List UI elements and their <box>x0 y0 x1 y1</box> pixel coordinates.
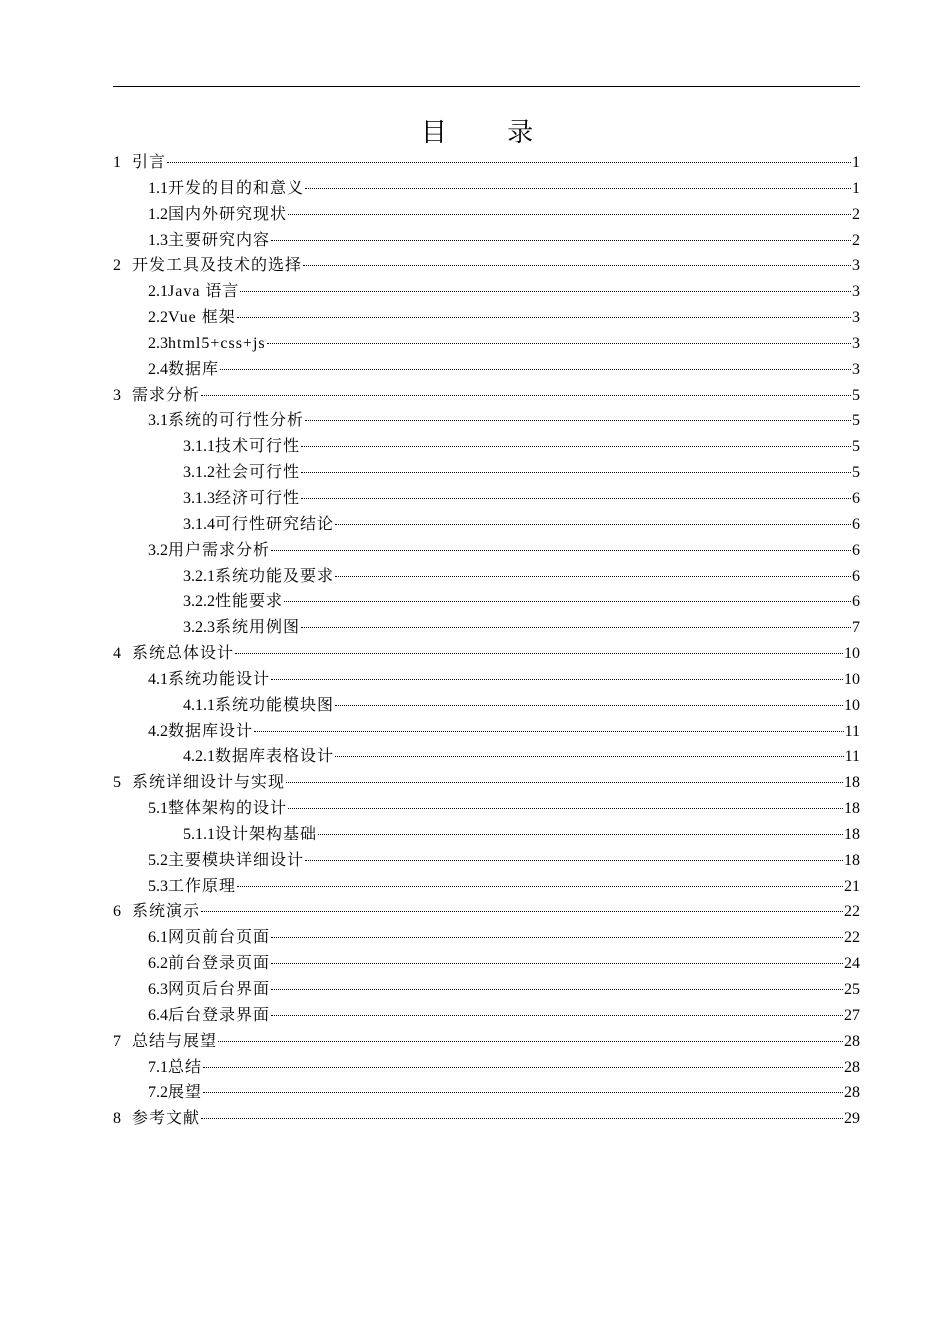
toc-entry-label: 系统的可行性分析 <box>168 412 305 430</box>
toc-entry-number: 3.1.1 <box>183 438 215 456</box>
toc-dot-leader <box>286 782 843 783</box>
toc-dot-leader <box>303 265 851 266</box>
toc-entry-label: 引言 <box>132 154 167 171</box>
toc-entry[interactable] <box>113 434 860 460</box>
toc-entry-label: 社会可行性 <box>215 464 301 482</box>
toc-entry-number: 4.2 <box>148 722 168 740</box>
toc-entry-number: 2.1 <box>148 283 168 301</box>
toc-entry[interactable] <box>113 1055 860 1081</box>
toc-entry[interactable] <box>113 744 860 770</box>
toc-entry[interactable] <box>113 770 860 796</box>
toc-entry-page-number: 1 <box>852 179 860 197</box>
toc-entry[interactable] <box>113 460 860 486</box>
toc-entry-number: 2.3 <box>148 334 168 352</box>
toc-entry[interactable] <box>113 512 860 538</box>
toc-entry-number: 3.1.2 <box>183 464 215 482</box>
toc-entry[interactable] <box>113 667 860 693</box>
toc-entry-number: 5.1.1 <box>183 825 215 843</box>
toc-entry-page-number: 5 <box>852 438 860 456</box>
toc-entry[interactable] <box>113 228 860 254</box>
toc-entry[interactable] <box>113 822 860 848</box>
toc-entry-label: 可行性研究结论 <box>215 515 335 533</box>
toc-entry-number: 7.1 <box>148 1058 168 1076</box>
toc-entry-page-number: 18 <box>844 800 860 818</box>
toc-entry-label: 国内外研究现状 <box>168 205 288 223</box>
toc-entry-page-number: 28 <box>844 1058 860 1076</box>
toc-entry[interactable] <box>113 796 860 822</box>
toc-dot-leader <box>271 679 843 680</box>
toc-title: 目 录 <box>420 118 560 148</box>
toc-entry[interactable] <box>113 176 860 202</box>
toc-entry-label: 主要模块详细设计 <box>168 851 305 869</box>
toc-entry-page-number: 10 <box>844 645 860 663</box>
toc-entry-number: 6.2 <box>148 955 168 973</box>
toc-entry-label: html5+css+js <box>168 334 266 352</box>
toc-dot-leader <box>271 963 843 964</box>
toc-dot-leader <box>201 911 843 912</box>
toc-entry-label: 网页后台界面 <box>168 981 271 998</box>
toc-dot-leader <box>335 705 843 706</box>
toc-entry-page-number: 22 <box>844 903 860 921</box>
toc-entry-label: Java 语言 <box>168 283 240 301</box>
toc-entry-label: 数据库表格设计 <box>215 748 335 766</box>
toc-entry-number: 6 <box>113 903 121 921</box>
header-rule <box>113 86 860 87</box>
toc-entry-label: 系统功能模块图 <box>215 696 335 714</box>
toc-entry-label: 技术可行性 <box>215 438 301 456</box>
toc-dot-leader <box>335 576 851 577</box>
toc-entry-label: 后台登录界面 <box>168 1006 271 1024</box>
toc-entry[interactable] <box>113 279 860 305</box>
toc-dot-leader <box>301 472 851 473</box>
toc-entry-number: 3.1.3 <box>183 489 215 507</box>
toc-entry[interactable] <box>113 848 860 874</box>
toc-dot-leader <box>288 808 843 809</box>
toc-entry-page-number: 6 <box>852 593 860 611</box>
toc-entry-label: 系统功能及要求 <box>215 567 335 585</box>
toc-entry[interactable] <box>113 589 860 615</box>
toc-entry[interactable] <box>113 615 860 641</box>
toc-entry-page-number: 2 <box>852 231 860 249</box>
toc-entry-page-number: 6 <box>852 515 860 533</box>
toc-entry-label: 网页前台页面 <box>168 929 271 947</box>
toc-entry-number: 3.2.2 <box>183 593 215 611</box>
toc-entry-page-number: 28 <box>844 1084 860 1102</box>
toc-entry-page-number: 27 <box>844 1006 860 1024</box>
toc-entry-label: 系统详细设计与实现 <box>132 774 286 792</box>
toc-entry-page-number: 3 <box>852 283 860 301</box>
toc-entry-label: 经济可行性 <box>215 489 301 507</box>
toc-entry[interactable] <box>113 408 860 434</box>
toc-entry-page-number: 18 <box>844 851 860 869</box>
toc-entry[interactable] <box>113 641 860 667</box>
toc-entry-label: 数据库设计 <box>168 722 254 740</box>
toc-dot-leader <box>218 1041 843 1042</box>
toc-entry-page-number: 3 <box>852 309 860 327</box>
toc-entry-number: 1.1 <box>148 179 168 197</box>
toc-entry-page-number: 22 <box>844 929 860 947</box>
toc-entry[interactable] <box>113 1080 860 1106</box>
toc-dot-leader <box>305 420 851 421</box>
toc-entry-number: 7 <box>113 1032 121 1050</box>
toc-entry-label: 设计架构基础 <box>215 825 318 843</box>
table-of-contents <box>113 150 860 1132</box>
toc-dot-leader <box>335 524 851 525</box>
toc-dot-leader <box>271 550 851 551</box>
toc-entry-page-number: 29 <box>844 1110 860 1128</box>
toc-entry-page-number: 11 <box>844 722 860 740</box>
toc-entry[interactable] <box>113 1106 860 1132</box>
toc-entry-page-number: 1 <box>852 154 860 171</box>
toc-entry[interactable] <box>113 202 860 228</box>
toc-dot-leader <box>301 627 851 628</box>
toc-entry-number: 6.4 <box>148 1006 168 1024</box>
toc-dot-leader <box>305 188 851 189</box>
toc-entry[interactable] <box>113 564 860 590</box>
toc-entry-number: 2.2 <box>148 309 168 327</box>
toc-entry-number: 3.1.4 <box>183 515 215 533</box>
toc-entry-number: 4.2.1 <box>183 748 215 766</box>
toc-entry-label: 系统用例图 <box>215 619 301 637</box>
toc-dot-leader <box>271 989 843 990</box>
toc-entry[interactable] <box>113 305 860 331</box>
toc-entry-number: 1.3 <box>148 231 168 249</box>
toc-entry-label: 工作原理 <box>168 877 237 895</box>
toc-entry-page-number: 6 <box>852 567 860 585</box>
toc-entry-number: 5.3 <box>148 877 168 895</box>
toc-dot-leader <box>167 162 851 163</box>
toc-entry-page-number: 5 <box>852 412 860 430</box>
toc-entry-label: 前台登录页面 <box>168 955 271 973</box>
toc-entry-label: 主要研究内容 <box>168 231 271 249</box>
toc-entry-label: 总结与展望 <box>132 1032 218 1050</box>
toc-entry-page-number: 18 <box>844 825 860 843</box>
toc-entry-number: 1.2 <box>148 205 168 223</box>
toc-dot-leader <box>305 860 843 861</box>
toc-dot-leader <box>237 317 851 318</box>
toc-entry-page-number: 18 <box>844 774 860 792</box>
toc-entry[interactable] <box>113 925 860 951</box>
toc-dot-leader <box>201 395 851 396</box>
toc-dot-leader <box>237 886 843 887</box>
toc-entry-label: 数据库 <box>168 360 220 378</box>
toc-dot-leader <box>254 731 844 732</box>
toc-entry[interactable] <box>113 253 860 279</box>
toc-entry-label: 需求分析 <box>132 386 201 404</box>
toc-entry-page-number: 7 <box>852 619 860 637</box>
toc-entry[interactable] <box>113 693 860 719</box>
toc-entry-label: Vue 框架 <box>168 309 236 327</box>
toc-entry-number: 7.2 <box>148 1084 168 1102</box>
toc-dot-leader <box>301 446 851 447</box>
toc-entry-number: 5 <box>113 774 121 792</box>
toc-entry[interactable] <box>113 951 860 977</box>
toc-entry[interactable] <box>113 1003 860 1029</box>
toc-entry-label: 开发工具及技术的选择 <box>132 257 303 275</box>
toc-entry-number: 3.2 <box>148 541 168 559</box>
toc-entry-page-number: 11 <box>844 748 860 766</box>
toc-dot-leader <box>288 214 851 215</box>
toc-entry-page-number: 5 <box>852 386 860 404</box>
toc-entry-number: 3.1 <box>148 412 168 430</box>
toc-entry-label: 展望 <box>168 1084 203 1102</box>
toc-entry-number: 4 <box>113 645 121 663</box>
toc-entry-number: 2.4 <box>148 360 168 378</box>
toc-entry-page-number: 28 <box>844 1032 860 1050</box>
toc-entry[interactable] <box>113 538 860 564</box>
toc-dot-leader <box>271 937 843 938</box>
toc-entry-page-number: 3 <box>852 334 860 352</box>
toc-entry[interactable] <box>113 331 860 357</box>
toc-entry-page-number: 6 <box>852 541 860 559</box>
toc-dot-leader <box>220 369 851 370</box>
toc-entry-page-number: 25 <box>844 981 860 998</box>
toc-dot-leader <box>271 240 851 241</box>
toc-entry-page-number: 21 <box>844 877 860 895</box>
toc-entry-number: 3.2.1 <box>183 567 215 585</box>
toc-dot-leader <box>301 498 851 499</box>
toc-dot-leader <box>240 291 851 292</box>
toc-entry-number: 3.2.3 <box>183 619 215 637</box>
toc-entry-label: 参考文献 <box>132 1110 201 1128</box>
toc-dot-leader <box>284 601 851 602</box>
toc-entry-number: 4.1.1 <box>183 696 215 714</box>
toc-dot-leader <box>203 1092 843 1093</box>
toc-entry-label: 性能要求 <box>215 593 284 611</box>
toc-entry-number: 6.3 <box>148 981 168 998</box>
toc-entry[interactable] <box>113 874 860 900</box>
toc-entry-page-number: 10 <box>844 696 860 714</box>
toc-entry-label: 用户需求分析 <box>168 541 271 559</box>
toc-entry-page-number: 5 <box>852 464 860 482</box>
toc-entry[interactable] <box>113 150 860 176</box>
toc-entry[interactable] <box>113 719 860 745</box>
toc-entry-number: 2 <box>113 257 121 275</box>
toc-entry-page-number: 3 <box>852 257 860 275</box>
toc-dot-leader <box>271 1015 843 1016</box>
toc-entry-label: 系统功能设计 <box>168 670 271 688</box>
toc-entry[interactable] <box>113 1029 860 1055</box>
toc-entry-number: 8 <box>113 1110 121 1128</box>
toc-entry-number: 3 <box>113 386 121 404</box>
toc-entry-number: 5.1 <box>148 800 168 818</box>
toc-dot-leader <box>201 1118 843 1119</box>
toc-entry[interactable] <box>113 486 860 512</box>
toc-entry-label: 整体架构的设计 <box>168 800 288 818</box>
toc-dot-leader <box>235 653 843 654</box>
toc-entry-page-number: 3 <box>852 360 860 378</box>
toc-dot-leader <box>318 834 843 835</box>
toc-entry[interactable] <box>113 977 860 1003</box>
toc-dot-leader <box>335 756 844 757</box>
toc-entry-number: 5.2 <box>148 851 168 869</box>
toc-dot-leader <box>267 343 851 344</box>
toc-entry-page-number: 6 <box>852 489 860 507</box>
toc-entry-number: 6.1 <box>148 929 168 947</box>
toc-entry-page-number: 2 <box>852 205 860 223</box>
toc-entry[interactable] <box>113 383 860 409</box>
toc-entry[interactable] <box>113 357 860 383</box>
toc-entry[interactable] <box>113 899 860 925</box>
toc-entry-page-number: 24 <box>844 955 860 973</box>
toc-dot-leader <box>203 1067 843 1068</box>
toc-entry-page-number: 10 <box>844 670 860 688</box>
toc-entry-label: 总结 <box>168 1058 203 1076</box>
toc-entry-label: 系统演示 <box>132 903 201 921</box>
toc-entry-number: 4.1 <box>148 670 168 688</box>
toc-entry-number: 1 <box>113 154 121 171</box>
toc-entry-label: 系统总体设计 <box>132 645 235 663</box>
toc-entry-label: 开发的目的和意义 <box>168 179 305 197</box>
